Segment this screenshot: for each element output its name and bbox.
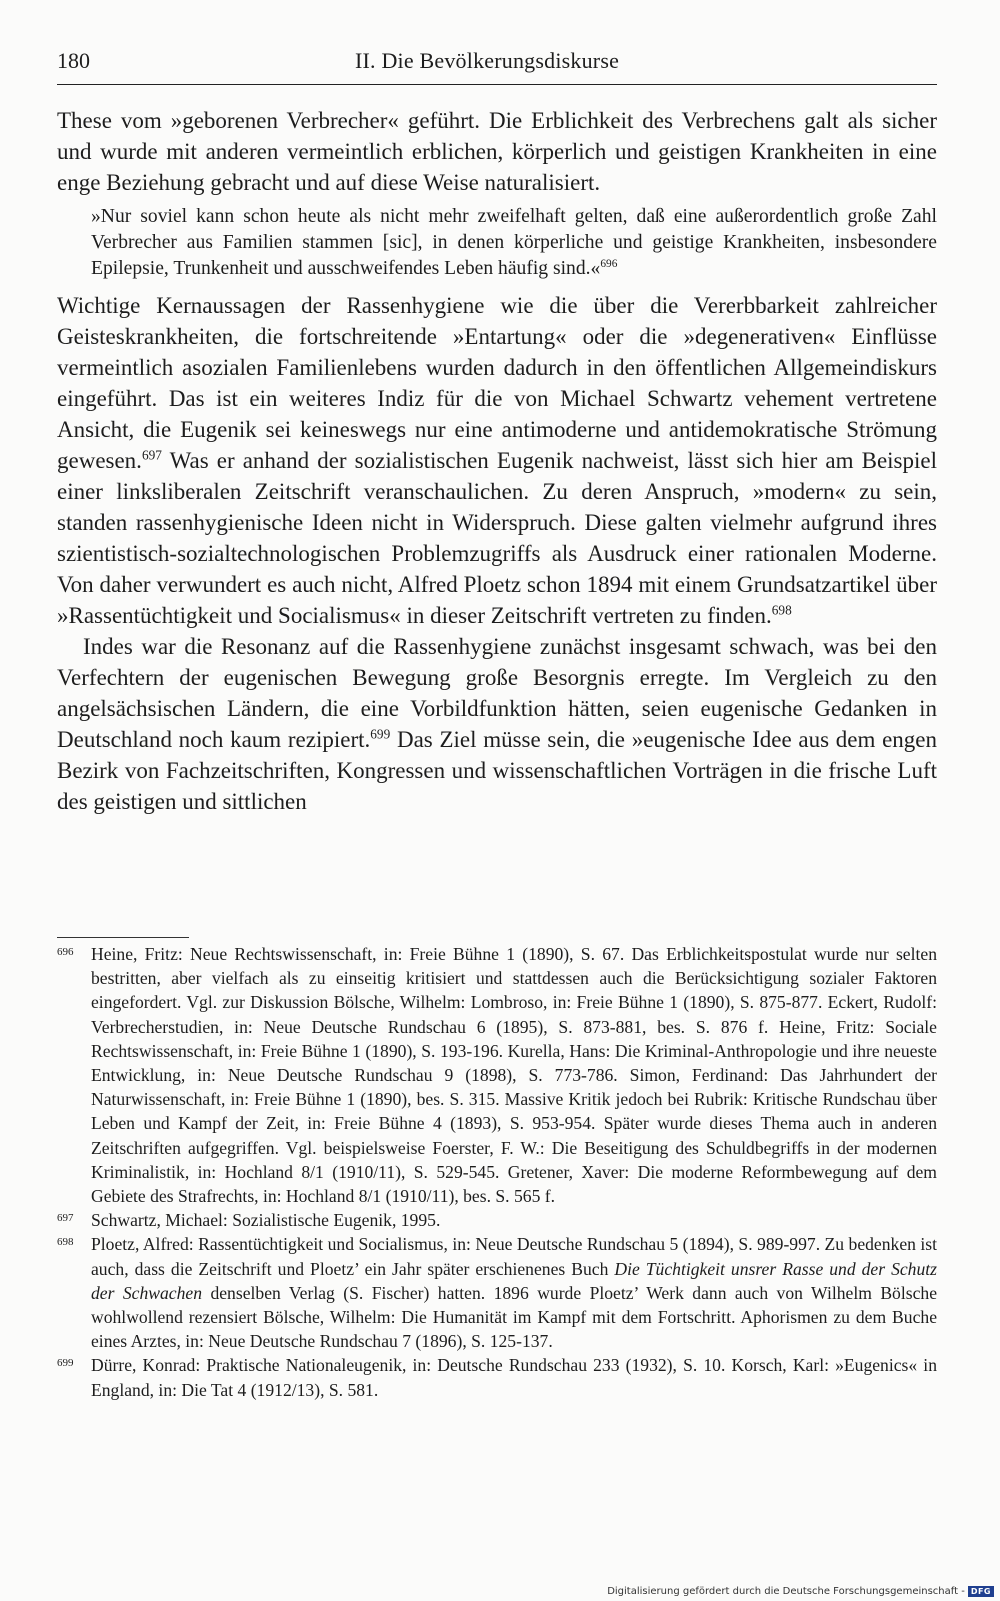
footnote-text: denselben Verlag (S. Fischer) hatten. 1896 wurde Ploetz’ Werk dann auch von Wilhelm Bölsche wohlwollend rezensiert Bölsche, Wilhelm: Die Humanität im Kampf mit dem Fortschritt. Aphorismen zu dem Buche eines Arztes, in: Neue Deutsche Rundschau 7 (1896), S. 125-137. [91, 1282, 938, 1352]
quote-text: »Nur soviel kann schon heute als nicht mehr zweifelhaft gelten, daß eine außerordentlich große Zahl Verbrecher aus Familien stammen [sic], in denen körperliche und geistige Krankheiten, insbesondere Epilepsie, Trunkenheit und ausschweifendes Leben häufig sind.« [91, 206, 937, 279]
paragraph-text: Wichtige Kernaussagen der Rassenhygiene wie die über die Vererbbarkeit zahlreicher Geisteskrankheiten, die fortschreitende »Entartung« oder die »degenerativen« Einflüsse vermeintlich asozialen Familienlebens wurden dadurch in den öffentlichen Allgemeindiskurs eingeführt. Das ist ein weiteres Indiz für die von Michael Schwartz vehement vertretene Ansicht, die Eugenik sei keineswegs nur eine antimoderne und antidemokratische Strömung gewesen. [57, 293, 937, 473]
footnote [57, 942, 937, 1208]
main-text [57, 105, 937, 817]
page-number: 180 [57, 48, 90, 73]
footnote-text: Heine, Fritz: Neue Rechtswissenschaft, in: Freie Bühne 1 (1890), S. 67. Das Erblichkeitspostulat wurde nur selten bestritten, aber vielfach als zu einseitig kritisiert und stattdessen auch die Berücksichtigung sozialer Faktoren eingefordert. Vgl. zur Diskussion Bölsche, Wilhelm: Lombroso, in: Freie Bühne 1 (1890), S. 875-877. Eckert, Rudolf: Verbrecherstudien, in: Neue Deutsche Rundschau 6 (1895), S. 873-881, bes. S. 876 f. Heine, Fritz: Sociale Rechtswissenschaft, in: Freie Bühne 1 (1890), S. 193-196. Kurella, Hans: Die Kriminal-Anthropologie und ihre neueste Entwicklung, in: Neue Deutsche Rundschau 9 (1898), S. 773-786. Simon, Ferdinand: Das Jahrhundert der Naturwissenschaft, in: Freie Bühne 1 (1890), bes. S. 315. Massive Kritik jedoch bei Rubrik: Kritische Rundschau über Leben und Kampf der Zeit, in: Freie Bühne 4 (1893), S. 953-954. Später wurde dieses Thema auch in anderen Zeitschriften aufgegriffen. Vgl. beispielsweise Foerster, F. W.: Die Beseitigung des Schuldbegriffs in der modernen Kriminalistik, in: Hochland 8/1 (1910/11), S. 529-545. Gretener, Xaver: Die moderne Reformbewegung auf dem Gebiete des Strafrechts, in: Hochland 8/1 (1910/11), bes. S. 565 f. [91, 944, 937, 1207]
dfg-logo-icon: DFG [968, 1586, 994, 1597]
footnote-number: 699 [57, 1357, 74, 1370]
credit-text: Digitalisierung gefördert durch die Deutsche Forschungsgemeinschaft - [607, 1586, 965, 1597]
footnotes [57, 942, 937, 1402]
footnote-ref: 697 [141, 447, 162, 463]
footnote-text: Ploetz, Alfred: Rassentüchtigkeit und Socialismus, in: Neue Deutsche Rundschau 5 (1894), S. 989-997. Zu bedenken ist auch, dass die Zeitschrift und Ploetz’ ein Jahr später erschienenes Buch [91, 1234, 937, 1279]
running-head: II. Die Bevölkerungsdiskurse [355, 48, 620, 73]
footnote [57, 1232, 937, 1353]
footnote [57, 1208, 937, 1232]
block-quote [91, 204, 937, 282]
digitization-credit [607, 1586, 994, 1597]
book-title: Die Tüchtigkeit unsrer Rasse und der Schutz der Schwachen [91, 1258, 938, 1303]
paragraph-text: Indes war die Resonanz auf die Rassenhygiene zunächst insgesamt schwach, was bei den Verfechtern der eugenischen Bewegung große Besorgnis erregte. Im Vergleich zu den angelsächsischen Ländern, die eine Vorbildfunktion hätten, seien eugenische Gedanken in Deutschland noch kaum rezipiert. [57, 634, 937, 752]
footnote-ref: 699 [370, 726, 391, 742]
footnote-text: Schwartz, Michael: Sozialistische Eugenik, 1995. [91, 1210, 441, 1231]
paragraph: These vom »geborenen Verbrecher« geführt. Die Erblichkeit des Verbrechens galt als sicher und wurde mit anderen vermeintlich erblichen, körperlich und geistigen Krankheiten in eine enge Beziehung gebracht und auf diese Weise naturalisiert. [57, 108, 937, 195]
paragraph [57, 631, 937, 817]
footnote [57, 1353, 937, 1401]
footnote-text: Dürre, Konrad: Praktische Nationaleugenik, in: Deutsche Rundschau 233 (1932), S. 10. Korsch, Karl: »Eugenics« in England, in: Die Tat 4 (1912/13), S. 581. [91, 1355, 937, 1400]
footnote-number: 696 [57, 946, 74, 958]
footnote-ref: 698 [771, 602, 792, 618]
page-header [57, 48, 937, 85]
paragraph-text: Das Ziel müsse sein, die »eugenische Idee aus dem engen Bezirk von Fachzeitschriften, Kongressen und wissenschaftlichen Vorträgen in die frische Luft des geistigen und sittlichen [57, 727, 937, 814]
footnote-number: 697 [57, 1212, 74, 1225]
paragraph-text: Was er anhand der sozialistischen Eugenik nachweist, lässt sich hier am Beispiel einer linksliberalen Zeitschrift veranschaulichen. Zu deren Anspruch, »modern« zu sein, standen rassenhygienische Ideen nicht in Widerspruch. Diese galten vielmehr aufgrund ihres szientistisch-sozialtechnologischen Problemzugriffs als Ausdruck einer rationalen Moderne. Von daher verwundert es auch nicht, Alfred Ploetz schon 1894 mit einem Grundsatzartikel über »Rassentüchtigkeit und Socialismus« in dieser Zeitschrift vertreten zu finden. [57, 448, 937, 628]
footnote-divider [57, 937, 189, 938]
footnote-ref: 696 [600, 257, 618, 270]
paragraph [57, 290, 937, 631]
footnote-number: 698 [57, 1236, 74, 1249]
